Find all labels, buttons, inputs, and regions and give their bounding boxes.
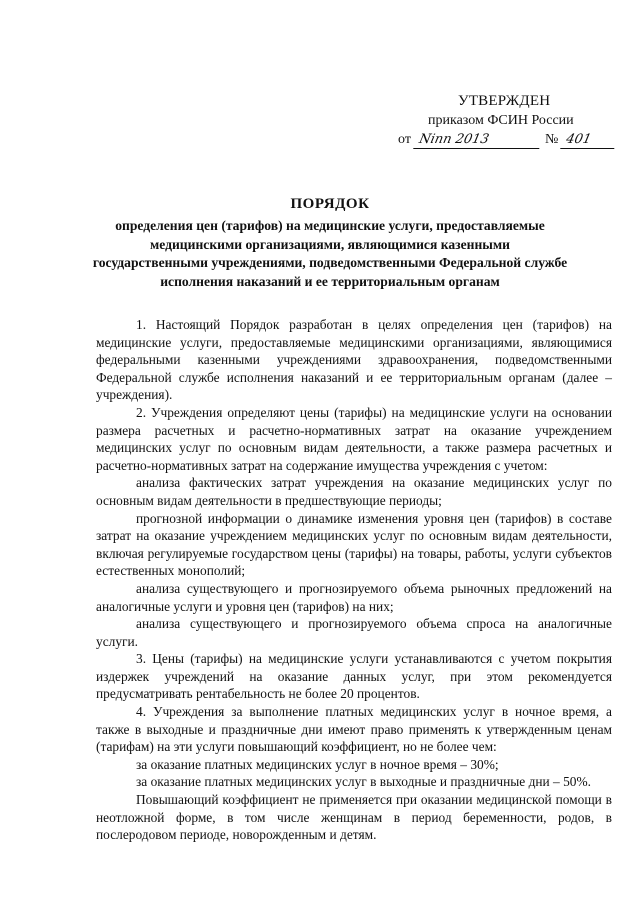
approval-title: УТВЕРЖДЕН [458,93,551,109]
paragraph: 2. Учреждения определяют цены (тарифы) на медицинские услуги на основании размера расчетных и расчетно-нормативных затрат на оказание учреждением медицинских услуг по основным видам деятельности, а также размера расчетных и расчетно-нормативных затрат на содержание имущества учреждения с учетом: [96,404,612,473]
document-subtitle-line: определения цен (тарифов) на медицинские услуги, предоставляемые [115,218,545,233]
document-body [96,316,612,844]
handwritten-number: 401 [560,132,618,149]
from-label: от [398,132,411,147]
document-subtitle-line: государственными учреждениями, подведомственными Федеральной службе [92,255,568,270]
paragraph: Повышающий коэффициент не применяется при оказании медицинской помощи в неотложной форме, в том числе женщинам в период беременности, родов, в послеродовом периоде, новорожденным и детям. [96,792,612,843]
document-subtitle-line: исполнения наказаний и ее территориальным органам [160,273,500,289]
approval-order: приказом ФСИН России [428,113,574,128]
document-subtitle-line: медицинскими организациями, являющимися казенными [149,236,511,252]
paragraph: за оказание платных медицинских услуг в ночное время – 30%; [136,756,499,772]
paragraph: 3. Цены (тарифы) на медицинские услуги устанавливаются с учетом покрытия издержек учреждений на оказание данных услуг, при этом рекомендуется предусматривать рентабельность не более 20 процентов. [96,651,612,702]
document-title-block [80,196,580,291]
document-title: ПОРЯДОК [290,196,370,212]
paragraph: 1. Настоящий Порядок разработан в целях определения цен (тарифов) на медицинские услуги, предоставляемые медицинскими организациями, являющимися федеральными казенными учреждениями здравоохранения, подведомственными Федеральной службе исполнения наказаний и ее территориальным органам (далее – учреждения). [96,317,612,403]
approval-date-line [398,130,618,149]
paragraph: анализа существующего и прогнозируемого объема рыночных предложений на аналогичные услуги и уровня цен (тарифов) на них; [96,580,612,614]
paragraph: прогнозной информации о динамике изменения уровня цен (тарифов) в составе затрат на оказание учреждением медицинских услуг по основным видам деятельности, включая регулируемые государством цены (тарифы) на товары, работы, услуги субъектов естественных монополий; [96,510,612,579]
paragraph: анализа существующего и прогнозируемого объема спроса на аналогичные услуги. [96,616,612,649]
number-label: № [544,132,559,147]
handwritten-date: Ninn 2013 [413,132,543,149]
paragraph: 4. Учреждения за выполнение платных медицинских услуг в ночное время, а также в выходные и праздничные дни имеют право применять к утвержденным ценам (тарифам) на эти услуги повышающий коэффициент, но не более чем: [96,704,612,755]
paragraph: за оказание платных медицинских услуг в выходные и праздничные дни – 50%. [136,774,591,790]
approval-stamp [398,92,618,149]
paragraph: анализа фактических затрат учреждения на оказание медицинских услуг по основным видам деятельности в предшествующие периоды; [96,475,612,508]
